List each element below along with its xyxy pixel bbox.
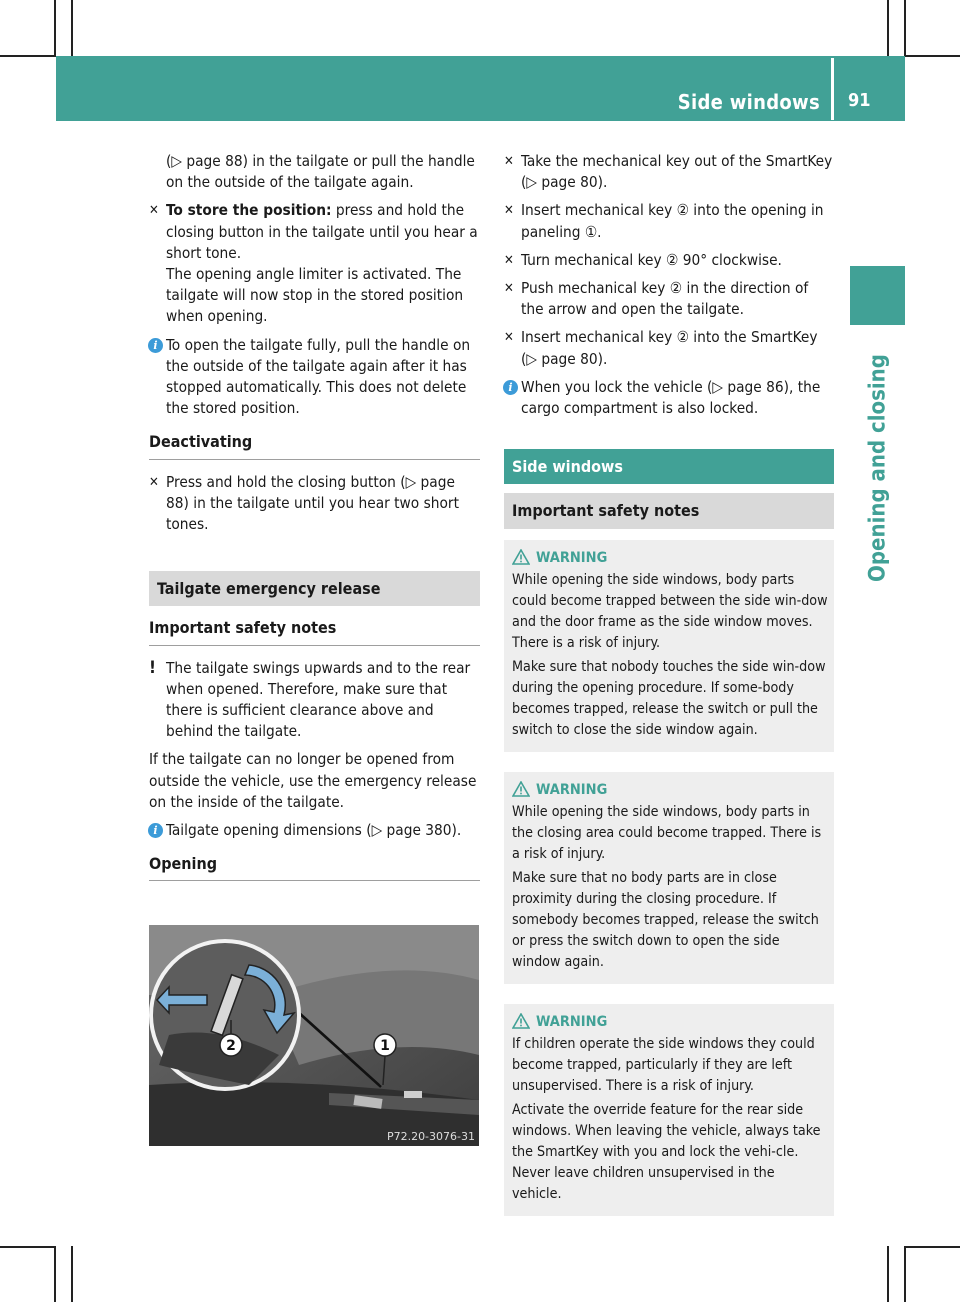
step-marker-icon: ✕ [149, 203, 159, 219]
info-note [149, 335, 480, 420]
page-title: Side windows [677, 90, 820, 114]
callout-1-label: 1 [380, 1038, 390, 1054]
warning-title: WARNING [512, 1012, 828, 1033]
procedure-step [504, 327, 834, 369]
store-position-step [149, 200, 480, 327]
info-icon: i [503, 380, 518, 395]
procedure-step [504, 250, 834, 271]
emergency-release-heading: Tailgate emergency release [149, 571, 480, 606]
step-text: Turn mechanical key ② 90° clockwise. [521, 250, 782, 269]
crop-mark [0, 1246, 56, 1248]
continued-text: (▷ page 88) in the tailgate or pull the handle on the outside of the tailgate again. [166, 152, 475, 192]
crop-mark [71, 1246, 73, 1302]
warning-text: Make sure that no body parts are in close proximity during the closing procedure. If somebody becomes trapped, release the switch or press the switch down to open the side window again. [512, 869, 819, 970]
dimensions-text: Tailgate opening dimensions (▷ page 380). [166, 821, 462, 840]
warning-box [504, 540, 834, 752]
tailgate-release-figure [149, 925, 479, 1146]
lock-info-text: When you lock the vehicle (▷ page 86), the cargo compartment is also locked. [521, 377, 821, 418]
side-windows-safety-heading: Important safety notes [504, 493, 834, 528]
deactivate-text: Press and hold the closing button (▷ page 88) in the tailgate until you hear two short tones. [166, 472, 459, 534]
warning-triangle-icon [512, 781, 530, 797]
crop-mark [71, 0, 73, 56]
crop-mark [904, 55, 960, 57]
info-text: To open the tailgate fully, pull the handle on the outside of the tailgate again after it has stopped automatically. This does not delete the stored position. [166, 335, 471, 418]
step-text: Take the mechanical key out of the SmartKey (▷ page 80). [521, 152, 833, 192]
info-icon: i [148, 823, 163, 838]
chapter-label: Opening and closing [865, 354, 891, 582]
page-number: 91 [848, 90, 871, 111]
opening-heading: Opening [149, 853, 480, 881]
step-text: Insert mechanical key ② into the SmartKey (▷ page 80). [521, 328, 818, 368]
crop-mark [54, 1246, 56, 1302]
step-marker-icon: ✕ [504, 252, 514, 268]
chapter-tab [850, 266, 905, 325]
figure-caption: P72.20-3076-31 [386, 1130, 475, 1143]
caution-note [149, 658, 480, 743]
crop-mark [0, 55, 56, 57]
step-marker-icon: ✕ [504, 330, 514, 346]
warning-text: Activate the override feature for the rear side windows. When leaving the vehicle, always take the SmartKey with you and lock the vehi-cle. Never leave children unsupervised in the vehicle. [512, 1101, 821, 1202]
warning-title: WARNING [512, 780, 828, 801]
warning-text: Make sure that nobody touches the side win-dow during the opening procedure. If some-body becomes trapped, release the switch or pull the switch to close the side window again. [512, 658, 826, 738]
left-column [149, 151, 480, 893]
safety-notes-heading: Important safety notes [149, 617, 480, 645]
step-text: Insert mechanical key ② into the opening in paneling ①. [521, 201, 824, 241]
caution-text: The tailgate swings upwards and to the rear when opened. Therefore, make sure that there is sufficient clearance above and behind the tailgate. [166, 658, 471, 741]
step-marker-icon: ✕ [504, 203, 514, 219]
info-note-lock [504, 377, 834, 419]
store-text-2: The opening angle limiter is activated. The tailgate will now stop in the stored position when opening. [166, 265, 464, 326]
step-marker-icon: ✕ [504, 154, 514, 169]
crop-mark [904, 0, 906, 56]
step-marker-icon: ✕ [504, 281, 514, 297]
callout-2-label: 2 [226, 1038, 236, 1054]
warning-text: If children operate the side windows they could become trapped, particularly if they are left unsupervised. There is a risk of injury. [512, 1035, 815, 1094]
procedure-step [504, 200, 834, 242]
warning-triangle-icon [512, 549, 530, 565]
right-column [504, 151, 834, 1216]
warning-text: While opening the side windows, body parts could become trapped between the side win-dow and the door frame as the side window moves. There is a risk of injury. [512, 571, 828, 651]
crop-mark [904, 1246, 960, 1248]
crop-mark [904, 1246, 906, 1302]
warning-text: While opening the side windows, body parts in the closing area could become trapped. There is a risk of injury. [512, 803, 822, 862]
crop-mark [54, 0, 56, 56]
procedure-step [504, 151, 834, 193]
step-marker-icon: ✕ [149, 474, 159, 490]
deactivate-step [149, 472, 480, 536]
warning-box [504, 772, 834, 984]
header-divider [831, 58, 834, 120]
info-icon: i [148, 338, 163, 353]
deactivating-heading: Deactivating [149, 431, 480, 459]
crop-mark [887, 1246, 889, 1302]
procedure-step [504, 278, 834, 320]
store-label: To store the position: [166, 201, 332, 220]
step-text: Push mechanical key ② in the direction of the arrow and open the tailgate. [521, 279, 809, 319]
store-text: press and hold the closing button in the tailgate until you hear a short tone. [166, 201, 478, 262]
warning-box [504, 1004, 834, 1216]
emergency-paragraph: If the tailgate can no longer be opened from outside the vehicle, use the emergency release on the inside of the tailgate. [149, 750, 477, 811]
crop-mark [887, 0, 889, 56]
warning-triangle-icon [512, 1013, 530, 1029]
tailgate-illustration [149, 925, 479, 1146]
info-note-dimensions [149, 820, 480, 841]
warning-title: WARNING [512, 548, 828, 569]
caution-icon: ! [149, 657, 156, 678]
side-windows-heading: Side windows [504, 449, 834, 484]
